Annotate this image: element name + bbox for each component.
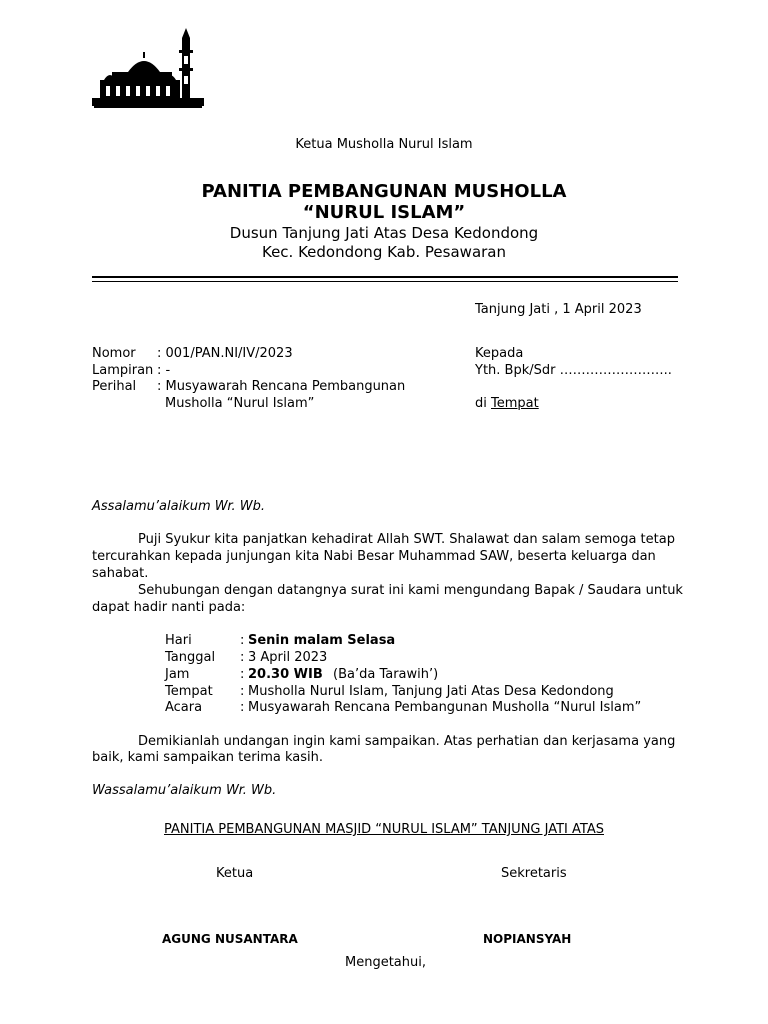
detail-colon: :: [240, 667, 245, 682]
detail-note: (Ba’da Tarawih’): [333, 667, 439, 682]
meta-value: : -: [157, 363, 171, 378]
meta-value: : Musyawarah Rencana Pembangunan: [157, 379, 406, 394]
detail-colon: :: [240, 700, 245, 715]
closing-line: Demikianlah undangan ingin kami sampaikan. Atas perhatian dan kerjasama yang: [138, 734, 676, 749]
detail-value: Senin malam Selasa: [248, 633, 396, 648]
meta-value: : 001/PAN.NI/IV/2023: [157, 346, 293, 361]
detail-colon: :: [240, 650, 245, 665]
paragraph-line: dapat hadir nanti pada:: [92, 600, 246, 615]
detail-label: Tanggal: [165, 650, 216, 665]
header-divider-thin: [92, 281, 678, 282]
detail-label: Tempat: [165, 684, 213, 699]
meta-label: Perihal: [92, 379, 137, 394]
detail-label: Acara: [165, 700, 203, 715]
letterhead-title: PANITIA PEMBANGUNAN MUSHOLLA: [201, 181, 567, 202]
detail-value: 3 April 2023: [248, 650, 328, 665]
header-divider-thick: [92, 276, 678, 278]
detail-value: Musholla Nurul Islam, Tanjung Jati Atas Desa Kedondong: [248, 684, 614, 699]
closing-line: baik, kami sampaikan terima kasih.: [92, 750, 324, 765]
meta-label: Lampiran: [92, 363, 154, 378]
paragraph-line: Puji Syukur kita panjatkan kehadirat Allah SWT. Shalawat dan salam semoga tetap: [138, 532, 675, 547]
acknowledged-label: Mengetahui,: [345, 955, 426, 970]
detail-colon: :: [240, 633, 245, 648]
detail-label: Jam: [165, 667, 190, 682]
place-date: Tanjung Jati , 1 April 2023: [475, 302, 642, 317]
recipient-name: Yth. Bpk/Sdr ……………………..: [475, 363, 672, 378]
address-line-1: Dusun Tanjung Jati Atas Desa Kedondong: [229, 224, 539, 242]
detail-value: Musyawarah Rencana Pembangunan Musholla “Nurul Islam”: [248, 700, 642, 715]
secretary-name: NOPIANSYAH: [483, 932, 572, 946]
address-line-2: Kec. Kedondong Kab. Pesawaran: [261, 243, 506, 261]
organizer-label: Ketua Musholla Nurul Islam: [295, 137, 473, 152]
meta-label: Nomor: [92, 346, 136, 361]
detail-label: Hari: [165, 633, 192, 648]
role-secretary: Sekretaris: [501, 866, 567, 881]
detail-value: 20.30 WIB: [248, 667, 323, 682]
mosque-logo-icon: [92, 28, 204, 110]
letterhead-subtitle: “NURUL ISLAM”: [302, 202, 466, 223]
chair-name: AGUNG NUSANTARA: [162, 932, 298, 946]
recipient-place: Tempat: [491, 396, 539, 411]
recipient-di: di: [475, 396, 487, 411]
paragraph-line: Sehubungan dengan datangnya surat ini kami mengundang Bapak / Saudara untuk: [138, 583, 683, 598]
role-chair: Ketua: [216, 866, 254, 881]
paragraph-line: sahabat.: [92, 566, 149, 581]
greeting: Assalamu’alaikum Wr. Wb.: [92, 499, 266, 514]
committee-name: PANITIA PEMBANGUNAN MASJID “NURUL ISLAM” TANJUNG JATI ATAS: [164, 822, 604, 837]
paragraph-line: tercurahkan kepada junjungan kita Nabi Besar Muhammad SAW, beserta keluarga dan: [92, 549, 656, 564]
farewell: Wassalamu’alaikum Wr. Wb.: [92, 783, 277, 798]
perihal-continuation: Musholla “Nurul Islam”: [165, 396, 315, 411]
recipient-kepada: Kepada: [475, 346, 524, 361]
detail-colon: :: [240, 684, 245, 699]
